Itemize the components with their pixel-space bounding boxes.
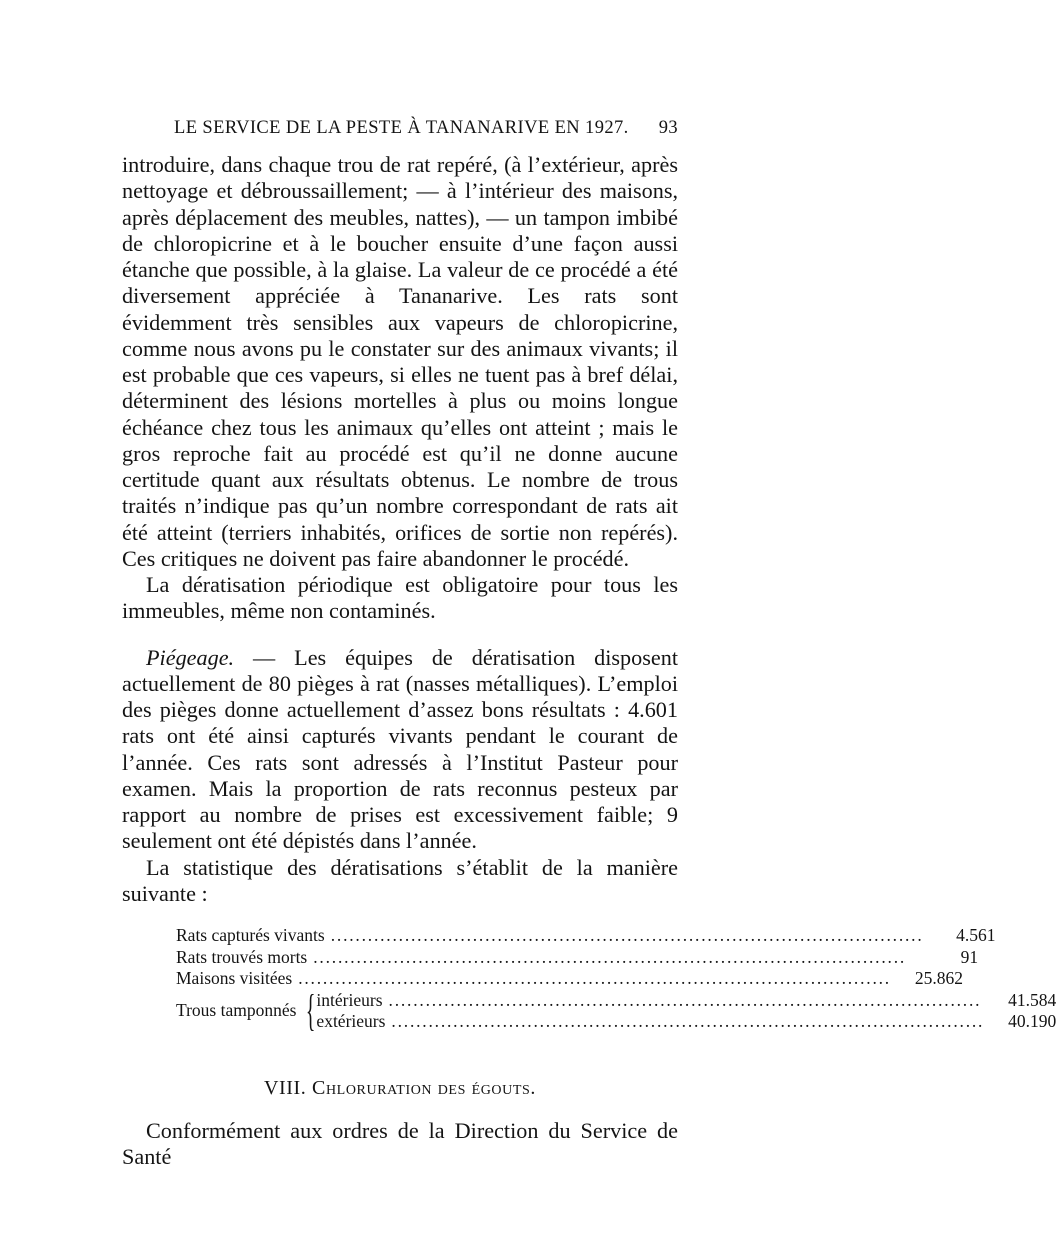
stat-value: 91: [960, 946, 979, 967]
page-body: [122, 152, 1056, 1170]
stat-row: [176, 925, 996, 947]
statistics-table: [176, 925, 1056, 1035]
leader-dots: [313, 947, 906, 969]
paragraph-closing: Conformément aux ordres de la Direction du Service de Santé: [122, 1117, 678, 1169]
stat-label: intérieurs: [316, 989, 383, 1010]
leader-dots: [298, 968, 891, 990]
runin-heading-piegeage: Piégeage.: [146, 644, 235, 670]
page-number: 93: [658, 118, 678, 138]
leader-dots: [331, 925, 924, 947]
leader-dots: [389, 990, 985, 1012]
stat-value: 41.584: [1008, 989, 1056, 1010]
paragraph-piegeage: [122, 645, 678, 855]
stat-value: 4.561: [956, 925, 996, 945]
brace-glyph: {: [306, 986, 316, 1035]
stat-row: [176, 946, 979, 969]
stat-group-label: Trous tamponnés: [176, 1000, 297, 1021]
stat-value: 40.190: [1008, 1011, 1056, 1031]
stat-label: Rats capturés vivants: [176, 925, 325, 945]
leader-dots: [391, 1011, 984, 1033]
section-title: Chloruration des égouts.: [312, 1076, 536, 1099]
stat-value: 25.862: [914, 968, 963, 988]
running-title: LE SERVICE DE LA PESTE À TANANARIVE EN 1927.: [174, 118, 629, 138]
section-number: VIII.: [263, 1076, 307, 1099]
paragraph-statistique: La statistique des dératisations s’établit de la manière suivante :: [122, 854, 678, 906]
stat-row: [176, 968, 963, 990]
paragraph-deratisation-obligatoire: La dératisation périodique est obligatoire pour tous les immeubles, même non contaminés.: [122, 572, 678, 624]
stat-group-trous-tamponnes: [176, 986, 1056, 1035]
stat-label: Rats trouvés morts: [176, 946, 308, 967]
paragraph-piegeage-text: — Les équipes de dératisation disposent actuellement de 80 pièges à rat (nasses métalliques). L’emploi des pièges donne actuellement d’assez bons résultats : 4.601 rats ont été ainsi capturés vivants pendant le courant de l’année. Ces rats sont adressés à l’Institut Pasteur pour examen. Mais la proportion de rats reconnus pesteux par rapport au nombre de prises est excessivement faible; 9 seulement ont été dépistés dans l’année.: [122, 644, 678, 854]
section-heading: [122, 1077, 678, 1100]
stat-row: [316, 990, 1056, 1012]
stat-row: [316, 1011, 1056, 1033]
paragraph-chloropicrine: introduire, dans chaque trou de rat repéré, (à l’extérieur, après nettoyage et débroussaillement; — à l’intérieur des maisons, après déplacement des meubles, nattes), — un tampon imbibé de chloropicrine et à le boucher ensuite d’une façon aussi étanche que possible, à la glaise. La valeur de ce procédé a été diversement appréciée à Tananarive. Les rats sont évidemment très sensibles aux vapeurs de chloropicrine, comme nous avons pu le constater sur des animaux vivants; il est probable que ces vapeurs, si elles ne tuent pas à bref délai, déterminent des lésions mortelles à plus ou moins longue échéance chez tous les animaux qu’elles ont atteint ; mais le gros reproche fait au procédé est qu’il ne donne aucune certitude quant aux résultats obtenus. Le nombre de trous traités n’indique pas qu’un nombre correspondant de rats ait été atteint (terriers inhabités, orifices de sortie non repérés). Ces critiques ne doivent pas faire abandonner le procédé.: [122, 152, 678, 571]
stat-group-rows: [316, 990, 1056, 1033]
stat-label: extérieurs: [316, 1011, 386, 1031]
stat-label: Maisons visitées: [176, 968, 293, 988]
